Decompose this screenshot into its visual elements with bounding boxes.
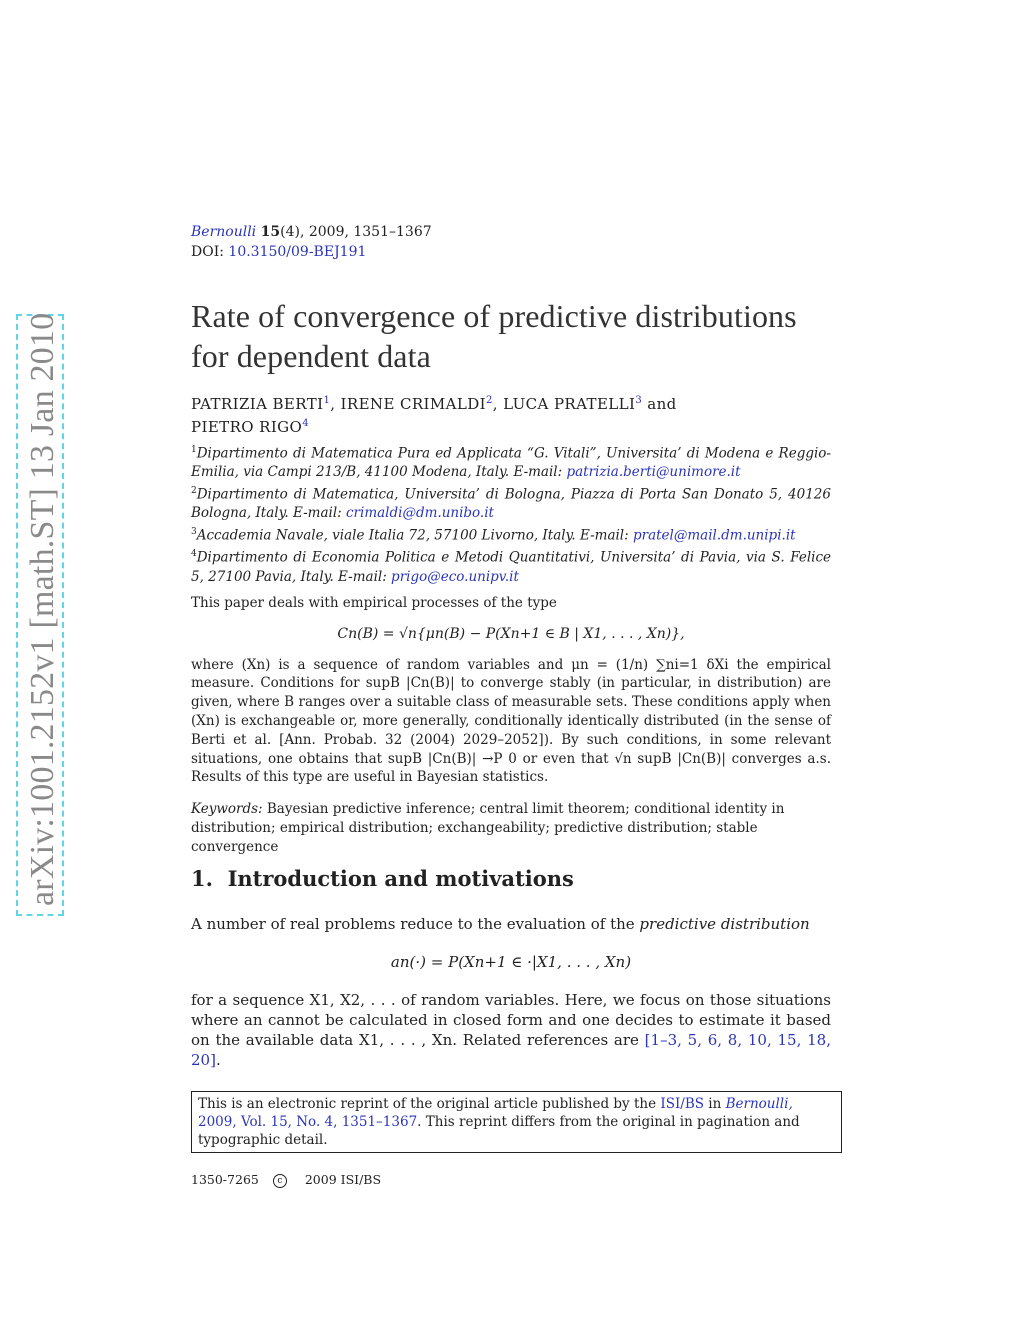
author-list <box>191 391 831 437</box>
affiliation-number: 4 <box>191 549 197 560</box>
intro-equation: an(·) = P(Xn+1 ∈ ·|X1, . . . , Xn) <box>390 953 632 971</box>
intro-text: A number of real problems reduce to the evaluation of the <box>191 915 640 933</box>
copyright-icon: c <box>273 1174 287 1188</box>
email-link[interactable]: crimaldi@dm.unibo.it <box>346 505 494 522</box>
affiliation-item <box>191 482 831 523</box>
journal-citation <box>191 223 831 242</box>
affiliation-item <box>191 441 831 482</box>
copyright-year: 2009 ISI/BS <box>304 1172 382 1187</box>
author-affil-ref[interactable]: 2 <box>485 395 493 406</box>
doi-label: DOI: <box>191 244 229 260</box>
title-line-1: Rate of convergence of predictive distributions <box>191 298 797 334</box>
reprint-notice-box <box>191 1091 842 1153</box>
email-link[interactable]: patrizia.berti@unimore.it <box>566 464 741 481</box>
references-link[interactable]: [1–3, 5, 6, 8, 10, 15, 18, 20] <box>191 1031 831 1069</box>
volume-link[interactable]: 2009, Vol. 15, No. 4, 1351–1367 <box>198 1114 418 1130</box>
reprint-text: . This reprint differs from the original in pagination and typographic detail. <box>198 1114 800 1148</box>
email-link[interactable]: prigo@eco.unipv.it <box>391 568 519 585</box>
affiliation-item <box>191 545 831 586</box>
section-title: Introduction and motivations <box>227 866 574 891</box>
author-name: PATRIZIA BERTI <box>191 395 324 413</box>
author-name: IRENE CRIMALDI <box>340 395 486 413</box>
keywords-label: Keywords: <box>191 801 263 817</box>
copyright-line <box>191 1172 831 1188</box>
affiliation-text: Dipartimento di Matematica, Universita’ di Bologna, Piazza di Porta San Donato 5, 40126 Bologna, Italy. E-mail: <box>191 486 831 522</box>
affiliation-item <box>191 523 831 545</box>
affiliation-number: 3 <box>191 527 197 538</box>
author-name: LUCA PRATELLI <box>503 395 636 413</box>
bernoulli-link[interactable]: Bernoulli, <box>725 1096 793 1112</box>
journal-link[interactable]: Bernoulli <box>191 224 257 240</box>
affiliations <box>191 441 831 587</box>
email-link[interactable]: pratel@mail.dm.unipi.it <box>632 527 796 544</box>
author-affil-ref[interactable]: 3 <box>635 395 643 406</box>
reprint-text: in <box>704 1096 726 1112</box>
journal-volume: 15 <box>260 224 281 240</box>
doi-line <box>191 243 831 262</box>
affiliation-text: Accademia Navale, viale Italia 72, 57100 Livorno, Italy. E-mail: <box>196 527 633 544</box>
isi-bs-link[interactable]: ISI/BS <box>660 1096 704 1112</box>
abstract-body: where (Xn) is a sequence of random variables and μn = (1/n) ∑ni=1 δXi the empirical measure. Conditions for supB |Cn(B)| to converge stably (in particular, in distribution) are given, where B ranges over a suitable class of measurable sets. These conditions apply when (Xn) is exchangeable or, more generally, conditionally identically distributed (in the sense of Berti et al. [Ann. Probab. 32 (2004) 2029–2052]). By such conditions, in some relevant situations, one obtains that supB |Cn(B)| →P 0 or even that √n supB |Cn(B)| converges a.s. Results of this type are useful in Bayesian statistics. <box>191 656 831 786</box>
intro-paragraph-1 <box>191 914 831 934</box>
reprint-text: This is an electronic reprint of the original article published by the <box>198 1096 661 1112</box>
intro-body <box>191 914 831 1070</box>
affiliation-number: 1 <box>191 445 197 455</box>
intro-paragraph-2 <box>191 990 831 1070</box>
abstract <box>191 594 831 787</box>
author-name: PIETRO RIGO <box>191 418 303 436</box>
author-separator: and <box>642 395 677 413</box>
affiliation-text: Dipartimento di Matematica Pura ed Applicata “G. Vitali”, Universita’ di Modena e Reggio-Emilia, via Campi 213/B, 41100 Modena, Italy. E-mail: <box>191 445 831 481</box>
title-line-2: for dependent data <box>191 338 431 374</box>
section-number: 1. <box>191 866 213 891</box>
keywords-text: Bayesian predictive inference; central limit theorem; conditional identity in distribution; empirical distribution; exchangeability; predictive distribution; stable convergence <box>191 801 785 855</box>
intro-text: for a sequence X1, X2, . . . of random variables. Here, we focus on those situations where an cannot be calculated in closed form and one decides to estimate it based on the available data X1, . . . , Xn. Related references are <box>191 991 831 1049</box>
abstract-equation: Cn(B) = √n{μn(B) − P(Xn+1 ∈ B | X1, . . . , Xn)}, <box>337 625 685 642</box>
intro-emphasis: predictive distribution <box>639 915 810 933</box>
affiliation-number: 2 <box>191 486 197 497</box>
author-affil-ref[interactable]: 4 <box>302 418 309 429</box>
doi-link[interactable]: 10.3150/09-BEJ191 <box>228 244 367 260</box>
author-separator: , <box>492 395 504 413</box>
paper-title <box>191 296 831 376</box>
author-separator: , <box>330 395 341 413</box>
journal-issue-pages: (4), 2009, 1351–1367 <box>280 224 432 240</box>
issn: 1350-7265 <box>191 1172 259 1187</box>
abstract-intro: This paper deals with empirical processes of the type <box>191 595 557 611</box>
affiliation-text: Dipartimento di Economia Politica e Metodi Quantitativi, Universita’ di Pavia, via S. Felice 5, 27100 Pavia, Italy. E-mail: <box>191 549 831 585</box>
section-heading <box>191 866 831 891</box>
keywords <box>191 800 831 857</box>
intro-text-end: . <box>215 1051 221 1069</box>
arxiv-identifier: arXiv:1001.2152v1 [math.ST] 13 Jan 2010 <box>24 312 61 906</box>
author-affil-ref[interactable]: 1 <box>323 395 331 406</box>
